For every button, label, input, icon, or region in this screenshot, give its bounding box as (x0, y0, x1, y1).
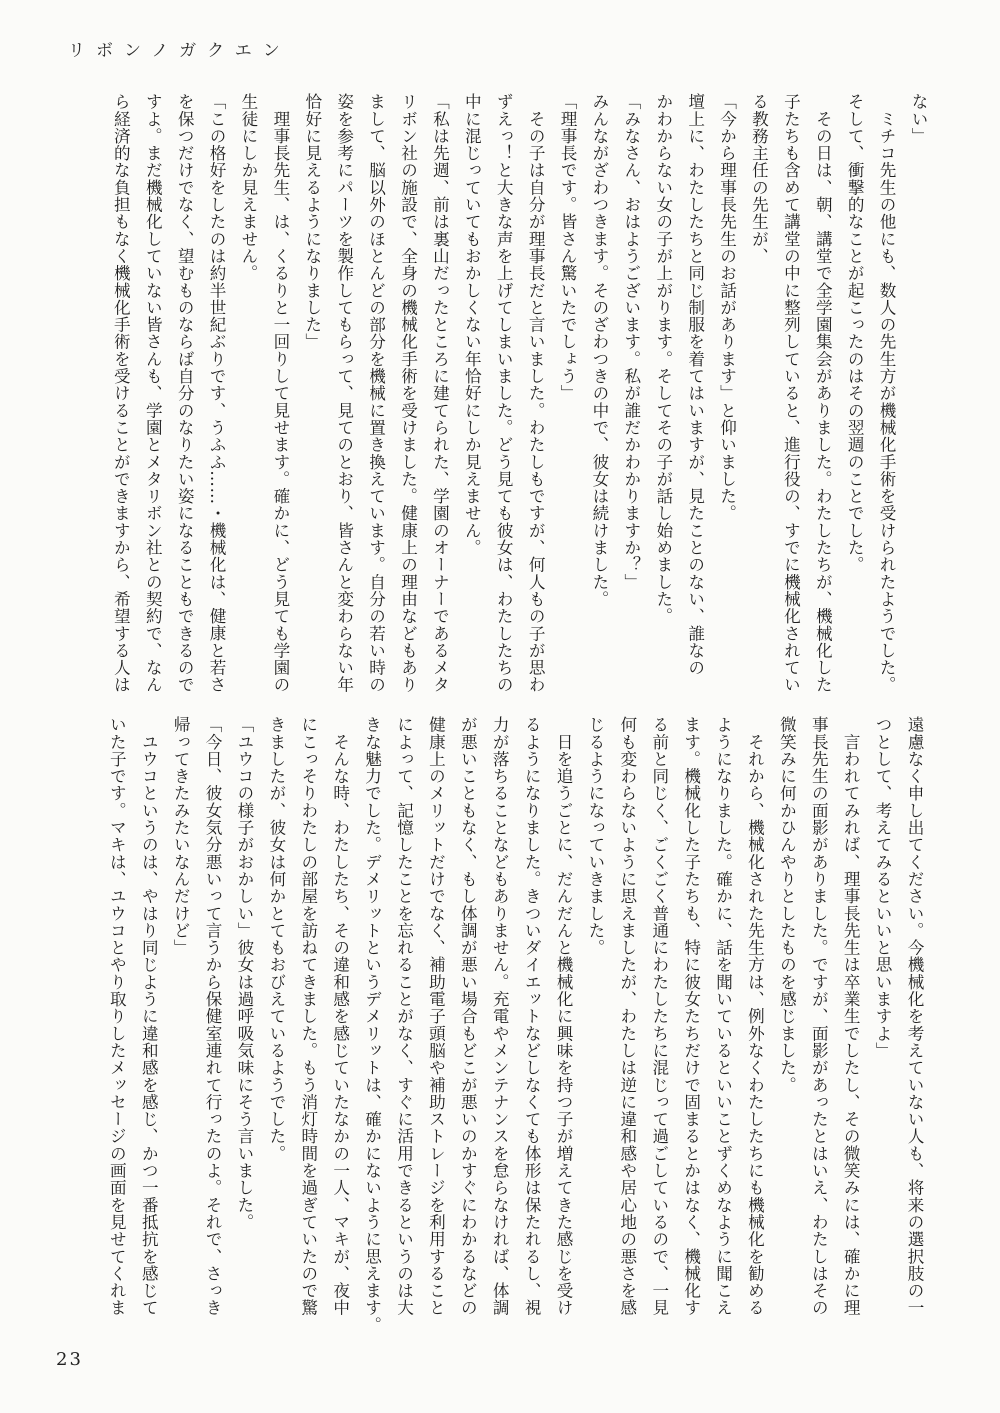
text-line: 「理事長です。皆さん驚いたでしょう」 (558, 93, 578, 402)
text-line: いた子です。マキは、ユウコとやり取りしたメッセージの画面を見せてくれま (107, 716, 127, 1317)
text-line: 理事長先生、は、くるりと一回りして見せます。確かに、どう見ても学園の (270, 93, 290, 694)
text-line: 言われてみれば、理事長先生は卒業生でしたし、その微笑みには、確かに理 (841, 716, 861, 1317)
text-line: によって、記憶したことを忘れることがなく、すぐに活用できるというのは大 (394, 716, 414, 1317)
text-line: 帰ってきたみたいなんだけど」 (171, 716, 191, 957)
text-line: 何も変わらないように思えましたが、わたしは逆に違和感や居心地の悪さを感 (617, 716, 637, 1317)
text-line: 生徒にしか見えません。 (238, 93, 258, 282)
text-line: ようになりました。確かに、話を聞いているといいことずくめなように聞こえ (713, 716, 733, 1317)
text-line: 子たちも含めて講堂の中に整列していると、進行役の、すでに機械化されてい (781, 93, 801, 694)
text-line: 健康上のメリットだけでなく、補助電子頭脳や補助ストレージを利用すること (426, 716, 446, 1317)
text-line: 壇上に、わたしたちと同じ制服を着てはいますが、見たことのない、誰なの (685, 93, 705, 677)
text-line: その子は自分が理事長だと言いました。わたしもですが、何人もの子が思わ (526, 93, 546, 694)
text-line: ずえっ！と大きな声を上げてしまいました。どう見ても彼女は、わたしたちの (494, 93, 514, 694)
text-line: を保つだけでなく、望むものならば自分のなりたい姿になることもできるので (175, 93, 195, 694)
text-line: ら経済的な負担もなく機械化手術を受けることができますから、希望する人は (111, 93, 131, 694)
text-line: 事長先生の面影がありました。ですが、面影があったとはいえ、わたしはその (809, 716, 829, 1317)
text-line: きましたが、彼女は何かとてもおびえているようでした。 (266, 716, 286, 1162)
text-line: きな魅力でした。デメリットというデメリットは、確かにないように思えます。 (362, 716, 382, 1334)
text-line: そして、衝撃的なことが起こったのはその翌週のことでした。 (845, 93, 865, 574)
text-block-bottom (100, 716, 930, 1372)
text-line: 姿を参考にパーツを製作してもらって、見てのとおり、皆さんと変わらない年 (334, 93, 354, 694)
text-line: ない」 (909, 93, 928, 145)
text-line: 遠慮なく申し出てください。今機械化を考えていない人も、将来の選択肢の一 (905, 716, 924, 1317)
text-line: 力が落ちることなどもありません。充電やメンテナンスを怠らなければ、体調 (490, 716, 510, 1317)
text-line: 「今日、彼女気分悪いって言うから保健室連れて行ったのよ。それで、さっき (203, 716, 223, 1317)
text-line: るようになりました。きついダイエットなどしなくても体形は保たれるし、視 (522, 716, 542, 1317)
text-line: ユウコというのは、やはり同じように違和感を感じ、かつ一番抵抗を感じて (139, 716, 159, 1317)
text-line: かわからない女の子が上がります。そしてその子が話し始めました。 (653, 93, 673, 625)
text-line: 恰好に見えるようになりました」 (302, 93, 322, 351)
text-line: リボン社の施設で、全身の機械化手術を受けました。健康上の理由などもあり (398, 93, 418, 694)
text-line: 微笑みに何かひんやりとしたものを感じました。 (777, 716, 797, 1094)
text-block-top (104, 93, 934, 721)
text-line: ミチコ先生の他にも、数人の先生方が機械化手術を受けられたようでした。 (877, 93, 897, 694)
text-line: じるようになっていきました。 (585, 716, 605, 957)
text-line: が悪いこともなく、もし体調が悪い場合もどこが悪いのかすぐにわかるなどの (458, 716, 478, 1317)
text-line: まして、脳以外のほとんどの部分を機械に置き換えています。自分の若い時の (366, 93, 386, 694)
text-line: 「この格好をしたのは約半世紀ぶりです、うふふ……・機械化は、健康と若さ (207, 93, 227, 694)
text-line: 「今から理事長先生のお話があります」と仰いました。 (717, 93, 737, 522)
text-line: そんな時、わたしたち、その違和感を感じていたなかの一人、マキが、夜中 (330, 716, 350, 1317)
text-line: る前と同じく、ごくごく普通にわたしたちに混じって過ごしているので、一見 (649, 716, 669, 1317)
text-line: その日は、朝、講堂で全学園集会がありました。わたしたちが、機械化した (813, 93, 833, 694)
page-number: 23 (56, 1349, 83, 1370)
text-line: ます。機械化した子たちも、特に彼女たちだけで固まるとかはなく、機械化す (681, 716, 701, 1317)
text-line: みんながざわつきます。そのざわつきの中で、彼女は続けました。 (589, 93, 609, 608)
text-line: 日を追うごとに、だんだんと機械化に興味を持つ子が増えてきた感じを受け (554, 716, 574, 1317)
text-line: にこっそりわたしの部屋を訪ねてきました。もう消灯時間を過ぎていたので驚 (298, 716, 318, 1317)
text-line: それから、機械化された先生方は、例外なくわたしたちにも機械化を勧める (745, 716, 765, 1317)
text-line: る教務主任の先生が、 (749, 93, 769, 265)
text-line: 「私は先週、前は裏山だったところに建てられた、学園のオーナーであるメタ (430, 93, 450, 694)
text-line: すよ。まだ機械化していない皆さんも、学園とメタリボン社との契約で、なん (143, 93, 163, 694)
running-head-title: リボンノガクエン (68, 41, 291, 61)
text-line: 「みなさん、おはようございます。私が誰だかわかりますか？」 (621, 93, 641, 591)
text-line: つとして、考えてみるといいと思いますよ」 (873, 716, 893, 1059)
text-line: 中に混じっていてもおかしくない年恰好にしか見えません。 (462, 93, 482, 557)
text-line: 「ユウコの様子がおかしい」彼女は過呼吸気味にそう言いました。 (234, 716, 254, 1231)
